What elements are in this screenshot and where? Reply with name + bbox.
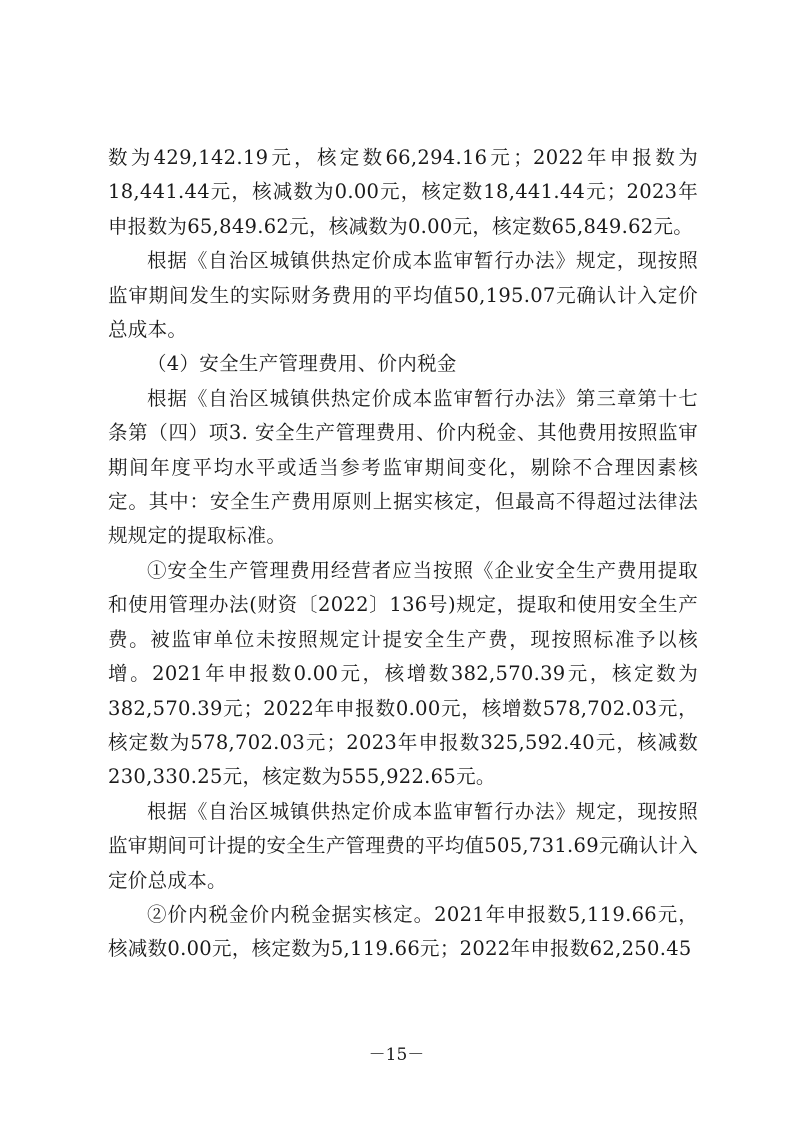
document-body <box>108 141 698 967</box>
paragraph-safety-fee-conclusion: 根据《自治区城镇供热定价成本监审暂行办法》规定，现按照监审期间可计提的安全生产管理费的平均值505,731.69元确认计入定价总成本。 <box>108 799 698 892</box>
section-heading-safety-and-tax: （4）安全生产管理费用、价内税金 <box>147 352 457 376</box>
paragraph-financial-expenses-continued: 数为429,142.19元，核定数66,294.16元；2022年申报数为18,441.44元，核减数为0.00元，核定数18,441.44元；2023年申报数为65,849.62元，核减数为0.00元，核定数65,849.62元。 <box>108 146 698 238</box>
paragraph-financial-expenses-conclusion: 根据《自治区城镇供热定价成本监审暂行办法》规定，现按照监审期间发生的实际财务费用的平均值50,195.07元确认计入定价总成本。 <box>108 249 698 342</box>
page-number: －15－ <box>368 1045 425 1065</box>
paragraph-in-price-tax: ②价内税金价内税金据实核定。2021年申报数5,119.66元，核减数0.00元，核定数为5,119.66元；2022年申报数62,250.45 <box>108 902 698 961</box>
paragraph-safety-production-fee: ①安全生产管理费用经营者应当按照《企业安全生产费用提取和使用管理办法(财资〔2022〕136号)规定，提取和使用安全生产费。被监审单位未按照规定计提安全生产费，现按照标准予以核增。2021年申报数0.00元，核增数382,570.39元，核定数为382,570.39元；2022年申报数0.00元，核增数578,702.03元，核定数为578,702.03元；2023年申报数325,592.40元，核减数230,330.25元，核定数为555,922.65元。 <box>108 558 698 789</box>
paragraph-regulation-basis: 根据《自治区城镇供热定价成本监审暂行办法》第三章第十七条第（四）项3. 安全生产管理费用、价内税金、其他费用按照监审期间年度平均水平或适当参考监审期间变化，剔除不合理因素核定。其中：安全生产费用原则上据实核定，但最高不得超过法律法规规定的提取标准。 <box>108 386 698 548</box>
